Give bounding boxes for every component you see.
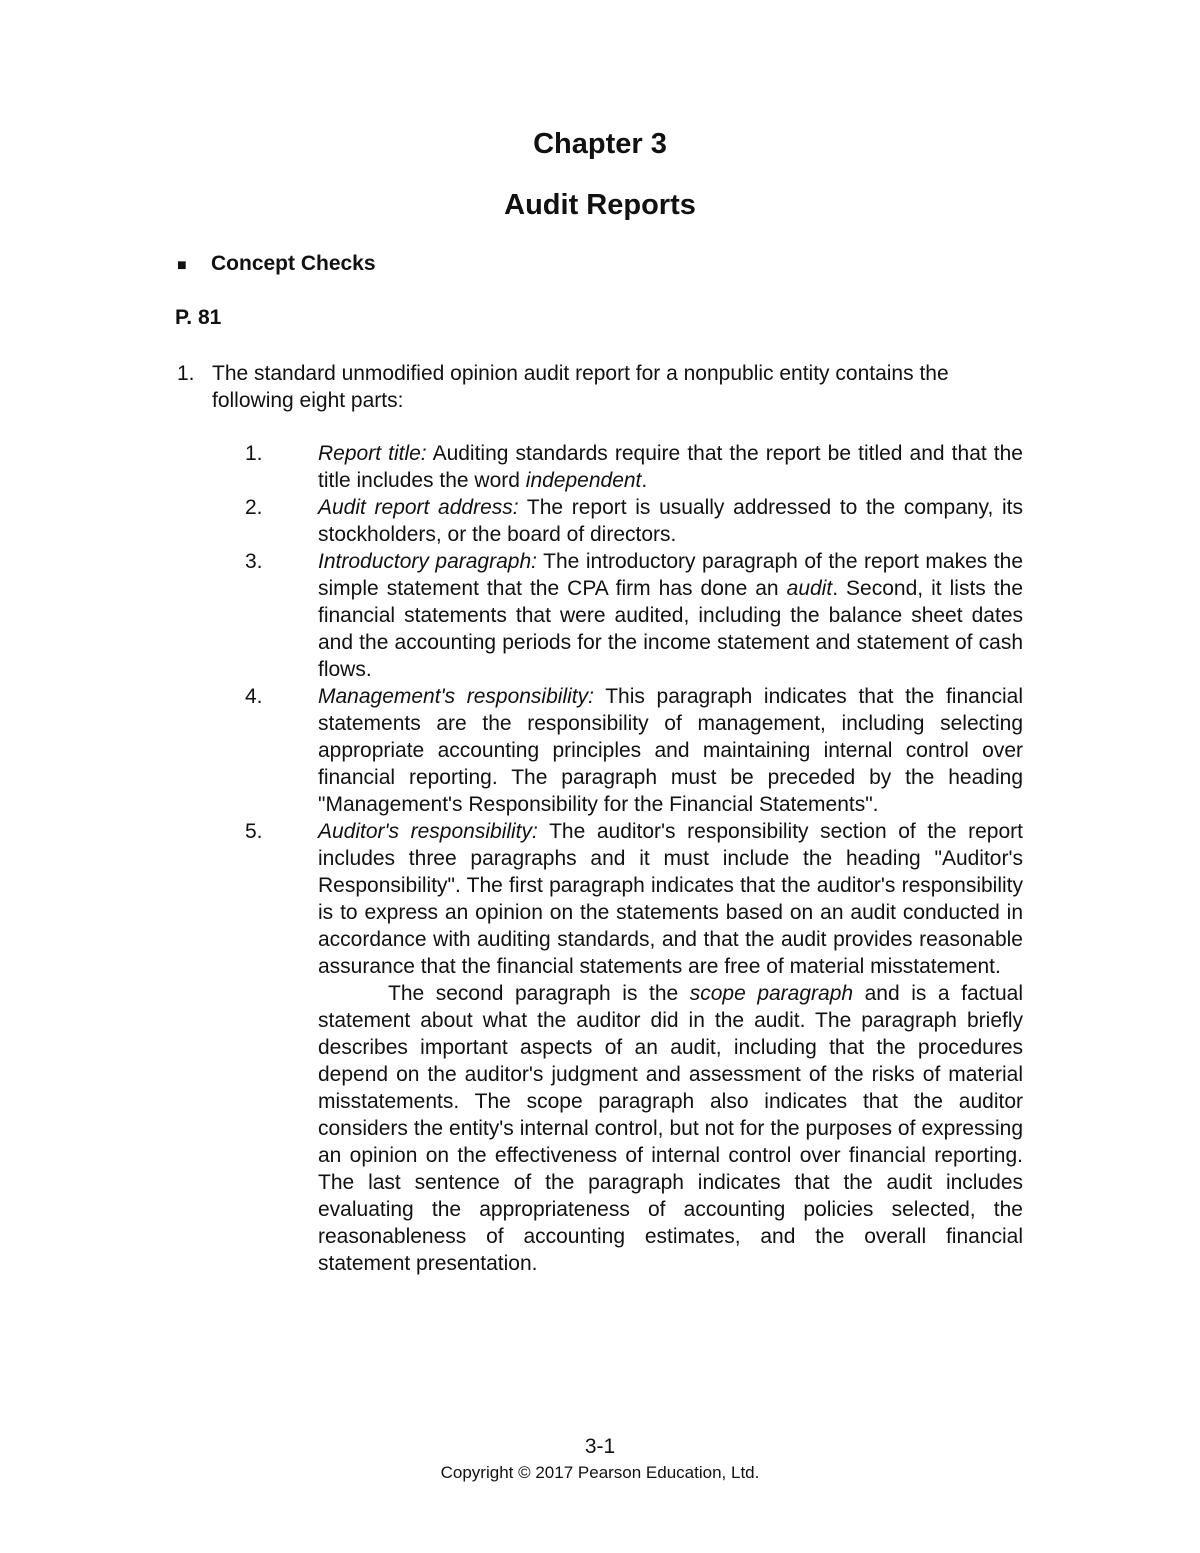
chapter-number: Chapter 3 (533, 128, 667, 160)
part-lead: Report title: (318, 442, 427, 465)
question-text: The standard unmodified opinion audit report for a nonpublic entity contains the following eight parts: (212, 362, 949, 412)
part-lead: Introductory paragraph: (318, 550, 537, 573)
part-lead: Auditor's responsibility: (318, 820, 538, 843)
list-item-number: 1. (245, 442, 263, 465)
section-heading (177, 250, 376, 280)
list-item (245, 548, 1023, 683)
page-reference: P. 81 (175, 306, 222, 329)
question-item (177, 360, 1022, 414)
list-item-body (318, 683, 1023, 818)
scope-paragraph-rest: and is a factual statement about what the auditor did in the audit. The paragraph briefly describes important aspects of an audit, including that the procedures depend on the auditor's judgment and assessment of the risks of material misstatements. The scope paragraph also indicates that the auditor considers the entity's internal control, but not for the purposes of expressing an opinion on the effectiveness of internal control over financial reporting. The last sentence of the paragraph indicates that the audit includes evaluating the appropriateness of accounting policies selected, the reasonableness of accounting estimates, and the overall financial statement presentation. (318, 982, 1023, 1275)
list-item-body (318, 818, 1023, 1277)
part-text-end: . (641, 469, 648, 492)
part-emphasis: independent (525, 469, 642, 492)
list-item (245, 818, 1023, 1277)
scope-paragraph (318, 980, 1023, 1277)
page-number: 3-1 (584, 1435, 616, 1458)
list-item-body (318, 440, 1023, 494)
list-item-number: 5. (245, 820, 263, 843)
part-lead: Audit report address: (318, 496, 519, 519)
part-emphasis: scope paragraph (689, 982, 854, 1005)
part-text-end: . Second, it lists the financial statements that were audited, including the balance sheet dates and the accounting periods for the income statement and statement of cash flows. (318, 577, 1023, 681)
square-bullet-icon: ■ (177, 257, 187, 274)
copyright-notice: Copyright © 2017 Pearson Education, Ltd. (440, 1463, 760, 1482)
section-heading-label: Concept Checks (211, 252, 376, 275)
list-item-body (318, 548, 1023, 683)
part-text: Auditing standards require that the report be titled and that the title includes the word (318, 442, 1023, 492)
part-text: The auditor's responsibility section of the report includes three paragraphs and it must include the heading "Auditor's Responsibility". The first paragraph indicates that the auditor's responsibility is to express an opinion on the statements based on an audit conducted in accordance with auditing standards, and that the audit provides reasonable assurance that the financial statements are free of material misstatement. (318, 820, 1023, 978)
list-item-number: 3. (245, 550, 263, 573)
list-item-number: 2. (245, 496, 263, 519)
part-emphasis: audit (786, 577, 833, 600)
scope-paragraph-start: The second paragraph is the (388, 982, 690, 1005)
list-item (245, 440, 1023, 494)
chapter-title: Audit Reports (504, 189, 696, 221)
list-item-number: 4. (245, 685, 263, 708)
part-text: This paragraph indicates that the financial statements are the responsibility of management, including selecting appropriate accounting principles and maintaining internal control over financial reporting. The paragraph must be preceded by the heading "Management's Responsibility for the Financial Statements". (318, 685, 1023, 816)
list-item (245, 494, 1023, 548)
part-text: The report is usually addressed to the company, its stockholders, or the board of directors. (318, 496, 1023, 546)
part-text: The introductory paragraph of the report makes the simple statement that the CPA firm has done an (318, 550, 1023, 600)
question-number: 1. (177, 362, 195, 385)
report-parts-list (245, 440, 1023, 1277)
list-item-body (318, 494, 1023, 548)
list-item (245, 683, 1023, 818)
part-lead: Management's responsibility: (318, 685, 594, 708)
